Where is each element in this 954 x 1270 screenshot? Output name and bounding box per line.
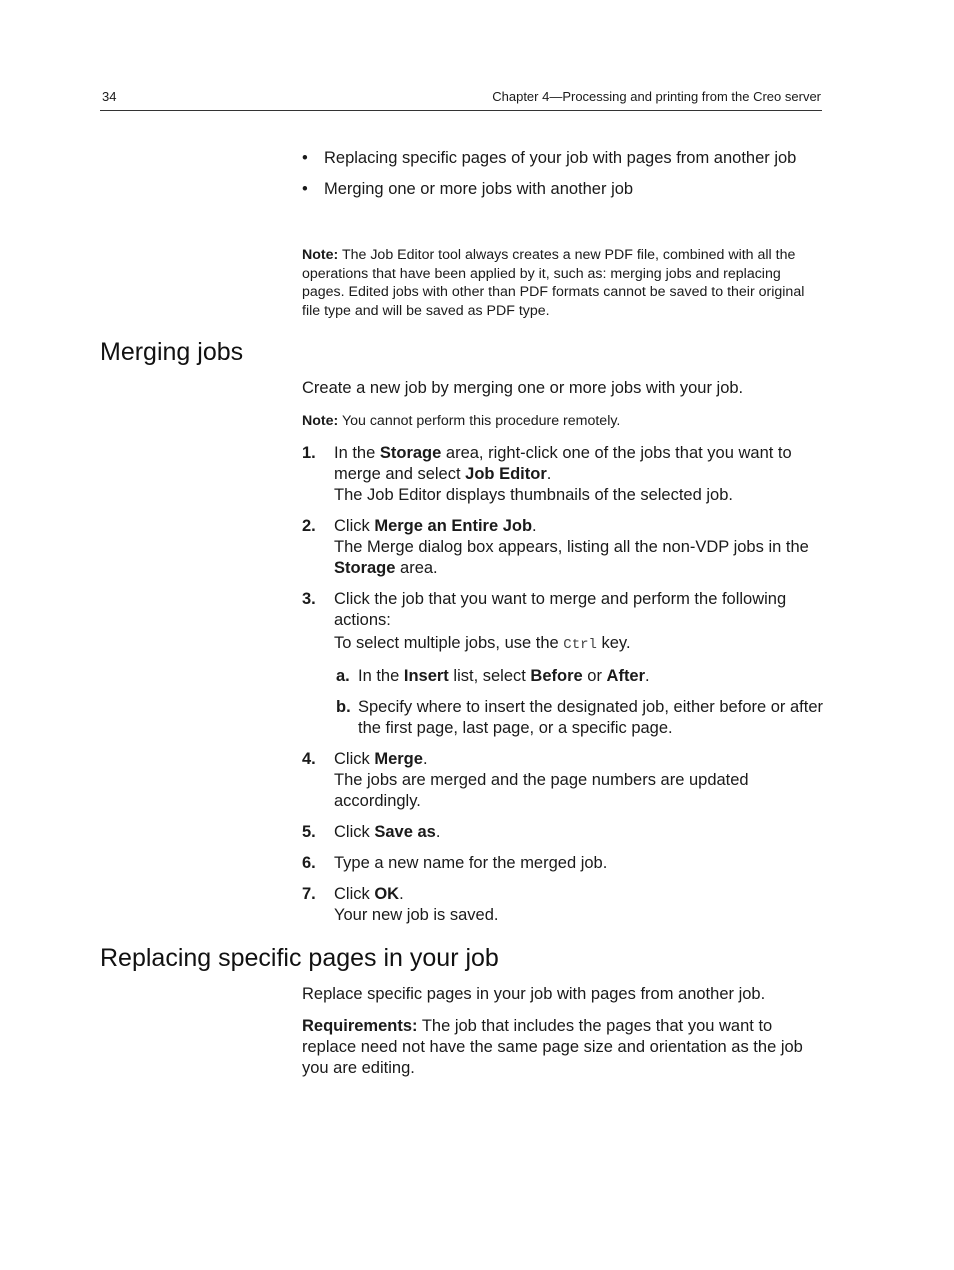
step-result: Your new job is saved. [334,906,499,924]
step-number: 4. [302,750,316,768]
ui-term: Insert [403,667,449,685]
bullet-text: Replacing specific pages of your job with pages from another job [324,149,797,167]
step-number: 7. [302,885,316,903]
step-text: . [645,667,650,685]
note-label: Note: [302,413,339,429]
list-item [302,148,824,169]
ui-term: OK [374,885,400,903]
substep-letter: b. [336,698,351,716]
step-text: The Merge dialog box appears, listing all the non-VDP jobs in the [334,538,809,556]
step-3 [302,589,824,656]
step-result [334,633,824,656]
step-6 [302,853,824,874]
step-5 [302,822,824,843]
step-text: key. [596,634,631,652]
section-heading-replacing: Replacing specific pages in your job [100,944,499,972]
ui-term: Before [530,667,583,685]
page-number: 34 [102,89,117,104]
list-item [302,179,824,200]
ui-term: Job Editor [465,465,547,483]
step-4 [302,749,824,812]
requirements-paragraph [302,1016,824,1079]
running-header [100,88,822,111]
substep-letter: a. [336,667,350,685]
step-text: Click [334,517,375,535]
step-text: Click [334,823,375,841]
step-number: 6. [302,854,316,872]
step-text: area, right-click one of the jobs that you want to merge and select [334,444,792,483]
step-number: 2. [302,517,316,535]
note-job-editor [302,246,824,320]
note-label: Note: [302,247,339,263]
ui-term: Storage [334,559,396,577]
substep-b [336,697,824,739]
step-text: . [422,750,428,768]
step-text: Specify where to insert the designated job, either before or after the first page, last page, or a specific page. [358,698,824,737]
step-1 [302,443,824,506]
step-text: Click [334,750,375,768]
step-2 [302,516,824,579]
step-text: . [546,465,552,483]
step-text: In the [334,444,380,462]
step-number: 1. [302,444,316,462]
step-number: 5. [302,823,316,841]
requirements-label: Requirements: [302,1017,418,1035]
step-text: list, select [448,667,531,685]
ui-term: After [606,667,646,685]
step-text: or [582,667,607,685]
ui-term: Merge an Entire Job [374,517,533,535]
step-text: . [435,823,441,841]
substep-a [336,666,824,687]
step-7 [302,884,824,926]
requirements-text: The job that includes the pages that you want to replace need not have the same page size and orientation as the job you are editing. [302,1017,803,1077]
step-result [334,537,824,579]
step-text: To select multiple jobs, use the [334,634,564,652]
ui-term: Save as [374,823,436,841]
step-result: The jobs are merged and the page numbers are updated accordingly. [334,771,749,810]
step-text: Click [334,885,375,903]
merging-steps [302,443,824,936]
merging-intro: Create a new job by merging one or more jobs with your job. [302,379,744,397]
step-text: In the [358,667,404,685]
step-text: Type a new name for the merged job. [334,854,608,872]
note-remote [302,412,824,431]
bullet-text: Merging one or more jobs with another job [324,180,634,198]
replacing-intro: Replace specific pages in your job with pages from another job. [302,985,766,1003]
bullet-icon: • [302,149,308,167]
step-number: 3. [302,590,316,608]
ui-term: Storage [379,444,442,462]
section-heading-merging: Merging jobs [100,338,244,366]
key-code: Ctrl [563,637,597,653]
step-result: The Job Editor displays thumbnails of the selected job. [334,486,733,504]
chapter-title: Chapter 4—Processing and printing from the Creo server [492,89,821,104]
ui-term: Merge [374,750,423,768]
intro-bullet-list [302,148,824,210]
step-text: . [532,517,537,535]
step-text: Click the job that you want to merge and perform the following actions: [334,590,787,629]
step-text: . [399,885,404,903]
note-text: You cannot perform this procedure remotely. [338,413,621,429]
step-text: area. [395,559,438,577]
bullet-icon: • [302,180,308,198]
note-text: The Job Editor tool always creates a new PDF file, combined with all the operations that have been applied by it, such as: merging jobs and replacing pages. Edited jobs with other than PDF formats cannot be saved to their original file type and will be saved as PDF type. [302,247,805,319]
